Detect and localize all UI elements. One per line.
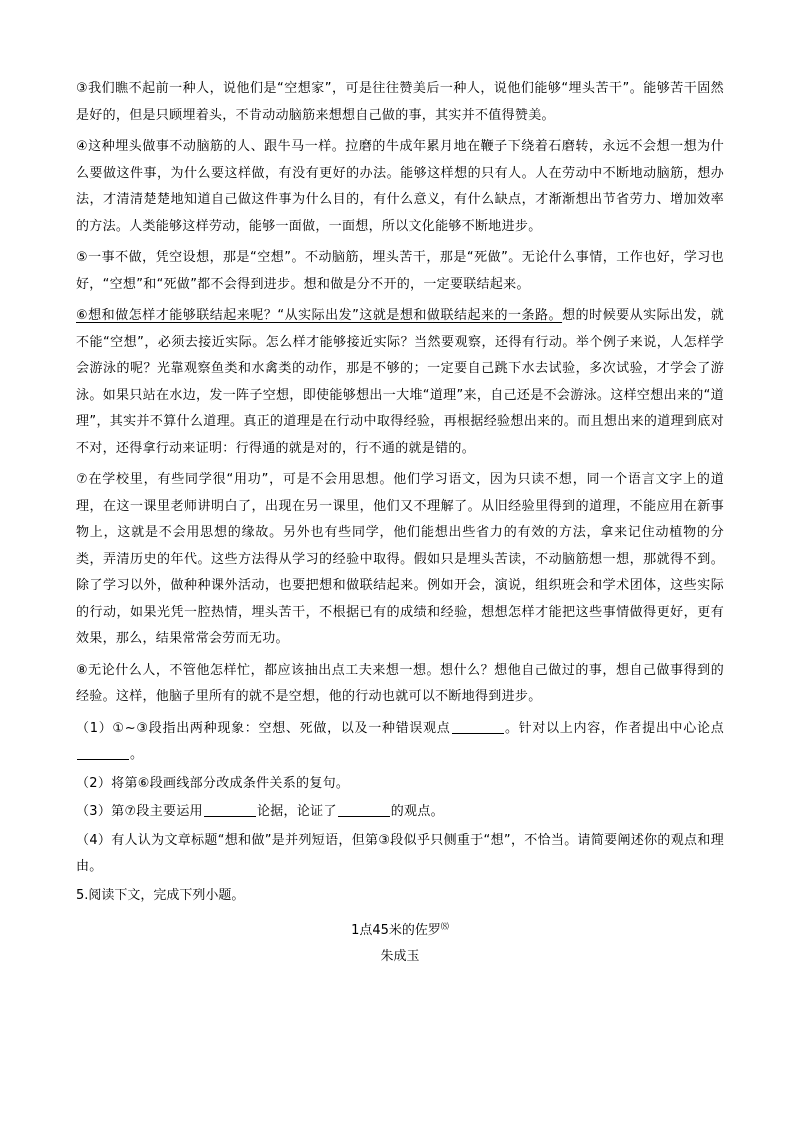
- paragraph-8: ⑧无论什么人，不管他怎样忙，都应该抽出点工夫来想一想。想什么？想他自己做过的事，想自己做事得到的经验。这样，他脑子里所有的就不是空想，他的行动也就可以不断地得到进步。: [76, 662, 724, 704]
- question-3-text-a: （3）第⑦段主要运用: [76, 804, 203, 819]
- article-title: [76, 915, 724, 943]
- answer-blank-1b[interactable]: [77, 745, 129, 760]
- question-1-text-a: （1）①~③段指出两种现象：空想、死做，以及一种错误观点: [76, 720, 451, 736]
- answer-blank-1a[interactable]: [452, 719, 504, 734]
- paragraph-6: [76, 303, 724, 462]
- question-1-text-b: 。针对以上内容，作者提出中心论点: [504, 720, 724, 736]
- question-1: [76, 716, 724, 769]
- paragraph-6-rest: 想的时候要从实际出发，就不能“空想”，必须去接近实际。怎么样才能够接近实际？当然要观察，还得有行动。举个例子来说，人怎样学会游泳的呢？光靠观察鱼类和水禽类的动作，那是不够的；一定要自己跳下水去试验，多次试验，才学会了游泳。如果只站在水边，发一阵子空想，即使能够想出一大堆“道理”来，自己还是不会游泳。这样空想出来的“道理”，其实并不算什么道理。真正的道理是在行动中取得经验，再根据经验想出来的。而且想出来的道理到底对不对，还得拿行动来证明：行得通的就是对的，行不通的就是错的。: [76, 308, 724, 456]
- question-1-text-c: 。: [130, 747, 144, 762]
- section-5-instruction: 5.阅读下文，完成下列小题。: [76, 887, 245, 903]
- article-author: 朱成玉: [380, 949, 420, 964]
- paragraph-5: ⑤一事不做，凭空设想，那是“空想”。不动脑筋，埋头苦干，那是“死做”。无论什么事情，工作也好，学习也好，“空想”和“死做”都不会得到进步。想和做是分不开的，一定要联结起来。: [76, 250, 724, 292]
- article-title-text: 1点45米的佐罗: [351, 923, 441, 938]
- answer-blank-3b[interactable]: [338, 802, 390, 817]
- question-3: [76, 799, 724, 826]
- underlined-sentence: ⑥想和做怎样才能够联结起来呢？“从实际出发”这就是想和做联结起来的一条路。: [76, 308, 563, 323]
- answer-blank-3a[interactable]: [204, 802, 256, 817]
- document-page: [76, 76, 724, 969]
- paragraph-3: ③我们瞧不起前一种人，说他们是“空想家”，可是往往赞美后一种人，说他们能够“埋头苦干”。能够苦干固然是好的，但是只顾埋着头，不肯动动脑筋来想想自己做的事，其实并不值得赞美。: [76, 81, 724, 123]
- question-3-text-b: 论据，论证了: [256, 804, 337, 819]
- question-3-text-c: 的观点。: [390, 804, 444, 819]
- paragraph-4: ④这种埋头做事不动脑筋的人、跟牛马一样。拉磨的牛成年累月地在鞭子下绕着石磨转，永远不会想一想为什么要做这件事，为什么要这样做，有没有更好的办法。能够这样想的只有人。人在劳动中不断地动脑筋，想办法，才清清楚楚地知道自己做这件事为什么目的，有什么意义，有什么缺点，才渐渐想出节省劳力、增加效率的方法。人类能够这样劳动，能够一面做，一面想，所以文化能够不断地进步。: [76, 139, 724, 234]
- footnote-marker: ⑻: [440, 922, 449, 931]
- question-2: （2）将第⑥段画线部分改成条件关系的复句。: [76, 775, 350, 791]
- paragraph-7: ⑦在学校里，有些同学很“用功”，可是不会用思想。他们学习语文，因为只读不想，同一个语言文字上的道理，在这一课里老师讲明白了，出现在另一课里，他们又不理解了。从旧经验里得到的道理，不能应用在新事物上，这就是不会用思想的缘故。另外也有些同学，他们能想出些省力的有效的方法，拿来记住动植物的分类，弄清历史的年代。这些方法得从学习的经验中取得。假如只是埋头苦读，不动脑筋想一想，那就得不到。除了学习以外，做种种课外活动，也要把想和做联结起来。例如开会，演说，组织班会和学术团体，这些实际的行动，如果光凭一腔热情，埋头苦干，不根据已有的成绩和经验，想想怎样才能把这些事情做得更好，更有效果，那么，结果常常会劳而无功。: [76, 472, 724, 646]
- question-4: （4）有人认为文章标题“想和做”是并列短语，但第③段似乎只侧重于“想”，不恰当。请简要阐述你的观点和理由。: [76, 832, 724, 874]
